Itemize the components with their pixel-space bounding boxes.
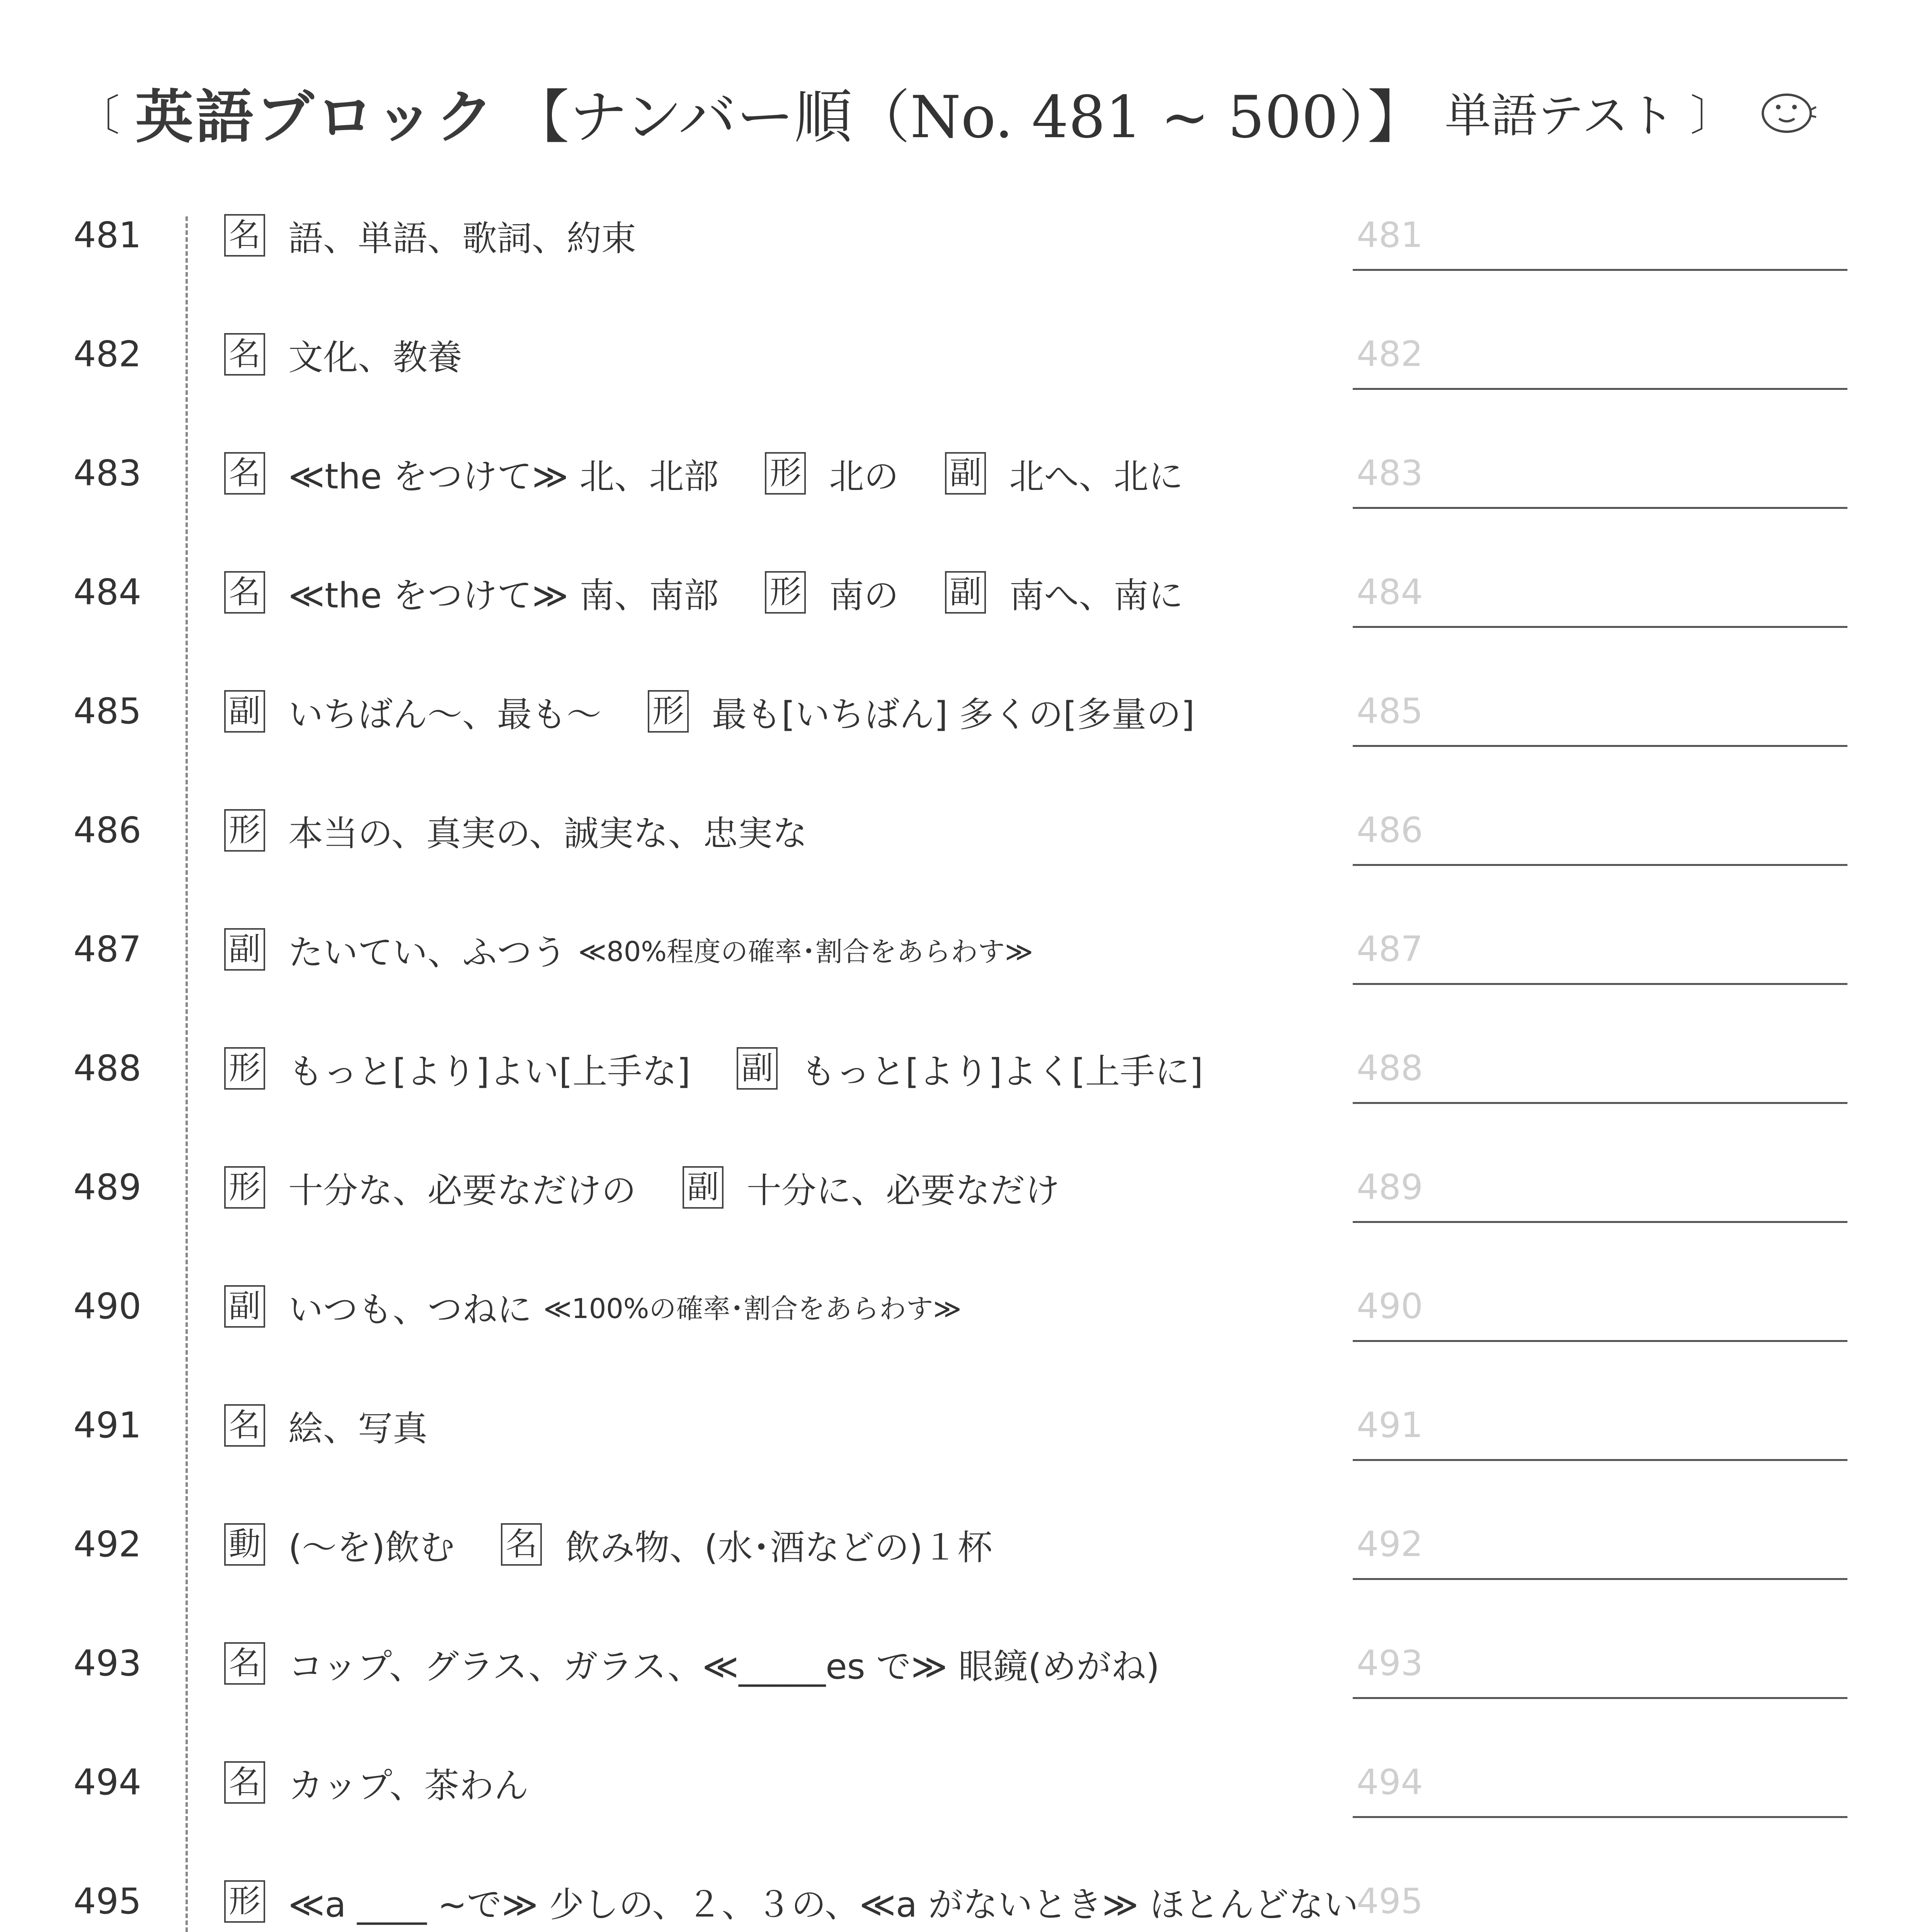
answer-line xyxy=(1353,983,1847,985)
meaning-text: 語、単語、歌詞、約束 xyxy=(288,218,637,259)
definition xyxy=(224,533,1183,652)
item-number: 483 xyxy=(73,452,141,494)
part-of-speech-badge: 形 xyxy=(224,809,265,852)
item-number: 484 xyxy=(73,571,141,613)
part-of-speech-badge: 形 xyxy=(224,1047,265,1090)
part-of-speech-badge: 名 xyxy=(224,214,265,257)
meaning-text: 南へ、南に xyxy=(1009,575,1183,616)
item-number: 487 xyxy=(73,929,141,970)
answer-number-hint: 488 xyxy=(1357,1048,1423,1088)
meaning-text: ≪the をつけて≫ 南、南部 xyxy=(288,575,719,616)
meaning-text: いちばん～、最も～ xyxy=(288,694,602,735)
answer-number-hint: 485 xyxy=(1357,691,1423,731)
item-number: 482 xyxy=(73,333,141,375)
answer-field[interactable] xyxy=(1353,1723,1847,1842)
answer-line xyxy=(1353,1697,1847,1699)
answer-line xyxy=(1353,1340,1847,1342)
item-number: 488 xyxy=(73,1048,141,1089)
part-of-speech-badge: 動 xyxy=(224,1523,265,1566)
answer-line xyxy=(1353,388,1847,390)
answer-number-hint: 493 xyxy=(1357,1643,1423,1684)
meaning-text: たいてい、ふつう xyxy=(288,932,567,973)
answer-field[interactable] xyxy=(1353,652,1847,771)
word-row xyxy=(0,176,1917,295)
part-of-speech-badge: 名 xyxy=(224,333,265,376)
answer-number-hint: 490 xyxy=(1357,1286,1423,1327)
answer-field[interactable] xyxy=(1353,1842,1847,1932)
mascot-face-icon xyxy=(1756,87,1818,137)
answer-field[interactable] xyxy=(1353,414,1847,533)
part-of-speech-badge: 形 xyxy=(648,690,689,733)
word-row xyxy=(0,1128,1917,1247)
answer-number-hint: 492 xyxy=(1357,1524,1423,1565)
part-of-speech-badge: 名 xyxy=(224,1404,265,1447)
meaning-text: 文化、教養 xyxy=(288,337,463,378)
answer-number-hint: 481 xyxy=(1357,215,1423,255)
usage-note: ≪100%の確率･割合をあらわす≫ xyxy=(543,1293,962,1325)
meaning-text: 十分に、必要なだけ xyxy=(747,1170,1060,1211)
answer-line xyxy=(1353,864,1847,866)
definition xyxy=(224,1604,1159,1723)
page-header xyxy=(77,70,1855,155)
item-number: 494 xyxy=(73,1762,141,1803)
answer-number-hint: 491 xyxy=(1357,1405,1423,1446)
definition xyxy=(224,176,636,295)
word-row xyxy=(0,1842,1917,1932)
page-title: 【ナンバー順（No. 481 ~ 500）】 xyxy=(511,84,1425,151)
item-number: 492 xyxy=(73,1524,141,1565)
answer-line xyxy=(1353,1578,1847,1580)
definition xyxy=(224,1366,427,1485)
answer-field[interactable] xyxy=(1353,1247,1847,1366)
part-of-speech-badge: 副 xyxy=(683,1166,724,1209)
part-of-speech-badge: 名 xyxy=(224,1642,265,1685)
answer-line xyxy=(1353,1221,1847,1223)
word-row xyxy=(0,295,1917,414)
meaning-text: 絵、写真 xyxy=(288,1408,428,1449)
meaning-text: もっと[より]よい[上手な] xyxy=(288,1051,691,1092)
answer-line xyxy=(1353,1102,1847,1104)
answer-field[interactable] xyxy=(1353,1009,1847,1128)
answer-line xyxy=(1353,1816,1847,1818)
meaning-text: カップ、茶わん xyxy=(288,1765,529,1806)
part-of-speech-badge: 形 xyxy=(224,1880,265,1923)
answer-field[interactable] xyxy=(1353,1128,1847,1247)
meaning-text: 本当の、真実の、誠実な、忠実な xyxy=(288,813,807,854)
meaning-text: ≪a ____ ~で≫ 少しの、２、３の、≪a がないとき≫ ほとんどない xyxy=(288,1884,1359,1925)
meaning-text: (～を)飲む xyxy=(288,1527,455,1568)
definition xyxy=(224,1485,993,1604)
item-number: 493 xyxy=(73,1643,141,1684)
definition xyxy=(224,771,807,890)
item-number: 491 xyxy=(73,1405,141,1446)
part-of-speech-badge: 形 xyxy=(765,571,806,614)
part-of-speech-badge: 副 xyxy=(224,690,265,733)
word-row xyxy=(0,1366,1917,1485)
meaning-text: いつも、つねに xyxy=(288,1289,532,1330)
word-row xyxy=(0,414,1917,533)
usage-note: ≪80%程度の確率･割合をあらわす≫ xyxy=(578,935,1033,968)
meaning-text: 北の xyxy=(829,456,899,497)
item-number: 485 xyxy=(73,690,141,732)
word-row xyxy=(0,1247,1917,1366)
meaning-text: もっと[より]よく[上手に] xyxy=(801,1051,1203,1092)
item-number: 490 xyxy=(73,1286,141,1327)
part-of-speech-badge: 副 xyxy=(945,571,986,614)
answer-line xyxy=(1353,269,1847,271)
answer-number-hint: 494 xyxy=(1357,1762,1423,1803)
meaning-text: ≪the をつけて≫ 北、北部 xyxy=(288,456,719,497)
answer-field[interactable] xyxy=(1353,1366,1847,1485)
definition xyxy=(224,652,1195,771)
definition xyxy=(224,1842,1358,1932)
definition xyxy=(224,1723,529,1842)
word-row xyxy=(0,1604,1917,1723)
definition xyxy=(224,1009,1203,1128)
item-number: 481 xyxy=(73,214,141,256)
definition xyxy=(224,295,462,414)
answer-field[interactable] xyxy=(1353,1604,1847,1723)
answer-field[interactable] xyxy=(1353,771,1847,890)
item-number: 495 xyxy=(73,1881,141,1922)
answer-number-hint: 495 xyxy=(1357,1881,1423,1922)
part-of-speech-badge: 副 xyxy=(224,1285,265,1328)
part-of-speech-badge: 名 xyxy=(224,571,265,614)
part-of-speech-badge: 名 xyxy=(224,452,265,495)
answer-field[interactable] xyxy=(1353,176,1847,295)
word-row xyxy=(0,1723,1917,1842)
word-row xyxy=(0,890,1917,1009)
page-subtitle: 単語テスト xyxy=(1444,89,1675,143)
answer-number-hint: 482 xyxy=(1357,334,1423,374)
meaning-text: コップ、グラス、ガラス、≪_____es で≫ 眼鏡(めがね) xyxy=(288,1646,1160,1687)
bracket-close: 〕 xyxy=(1690,91,1733,140)
definition xyxy=(224,1247,962,1366)
part-of-speech-badge: 副 xyxy=(224,928,265,971)
bracket-open: 〔 xyxy=(77,91,120,140)
definition xyxy=(224,414,1183,533)
answer-field[interactable] xyxy=(1353,890,1847,1009)
answer-number-hint: 489 xyxy=(1357,1167,1423,1208)
answer-number-hint: 483 xyxy=(1357,453,1423,493)
part-of-speech-badge: 名 xyxy=(501,1523,542,1566)
meaning-text: 十分な、必要なだけの xyxy=(288,1170,637,1211)
part-of-speech-badge: 形 xyxy=(765,452,806,495)
word-row xyxy=(0,1009,1917,1128)
answer-line xyxy=(1353,507,1847,509)
answer-line xyxy=(1353,626,1847,628)
part-of-speech-badge: 名 xyxy=(224,1761,265,1804)
answer-line xyxy=(1353,1459,1847,1461)
word-row xyxy=(0,652,1917,771)
site-logo: 英語ブロック xyxy=(135,83,496,151)
meaning-text: 飲み物、(水･酒などの)１杯 xyxy=(565,1527,993,1568)
meaning-text: 南の xyxy=(829,575,899,616)
answer-number-hint: 484 xyxy=(1357,572,1423,612)
answer-field[interactable] xyxy=(1353,1485,1847,1604)
item-number: 486 xyxy=(73,810,141,851)
answer-field[interactable] xyxy=(1353,533,1847,652)
part-of-speech-badge: 形 xyxy=(224,1166,265,1209)
meaning-text: 北へ、北に xyxy=(1009,456,1183,497)
word-row xyxy=(0,771,1917,890)
answer-number-hint: 487 xyxy=(1357,929,1423,969)
answer-field[interactable] xyxy=(1353,295,1847,414)
definition xyxy=(224,1128,1060,1247)
part-of-speech-badge: 副 xyxy=(945,452,986,495)
meaning-text: 最も[いちばん] 多くの[多量の] xyxy=(712,694,1195,735)
answer-number-hint: 486 xyxy=(1357,810,1423,850)
part-of-speech-badge: 副 xyxy=(737,1047,778,1090)
answer-line xyxy=(1353,745,1847,747)
word-row xyxy=(0,1485,1917,1604)
word-row xyxy=(0,533,1917,652)
definition xyxy=(224,890,1033,1009)
item-number: 489 xyxy=(73,1167,141,1208)
